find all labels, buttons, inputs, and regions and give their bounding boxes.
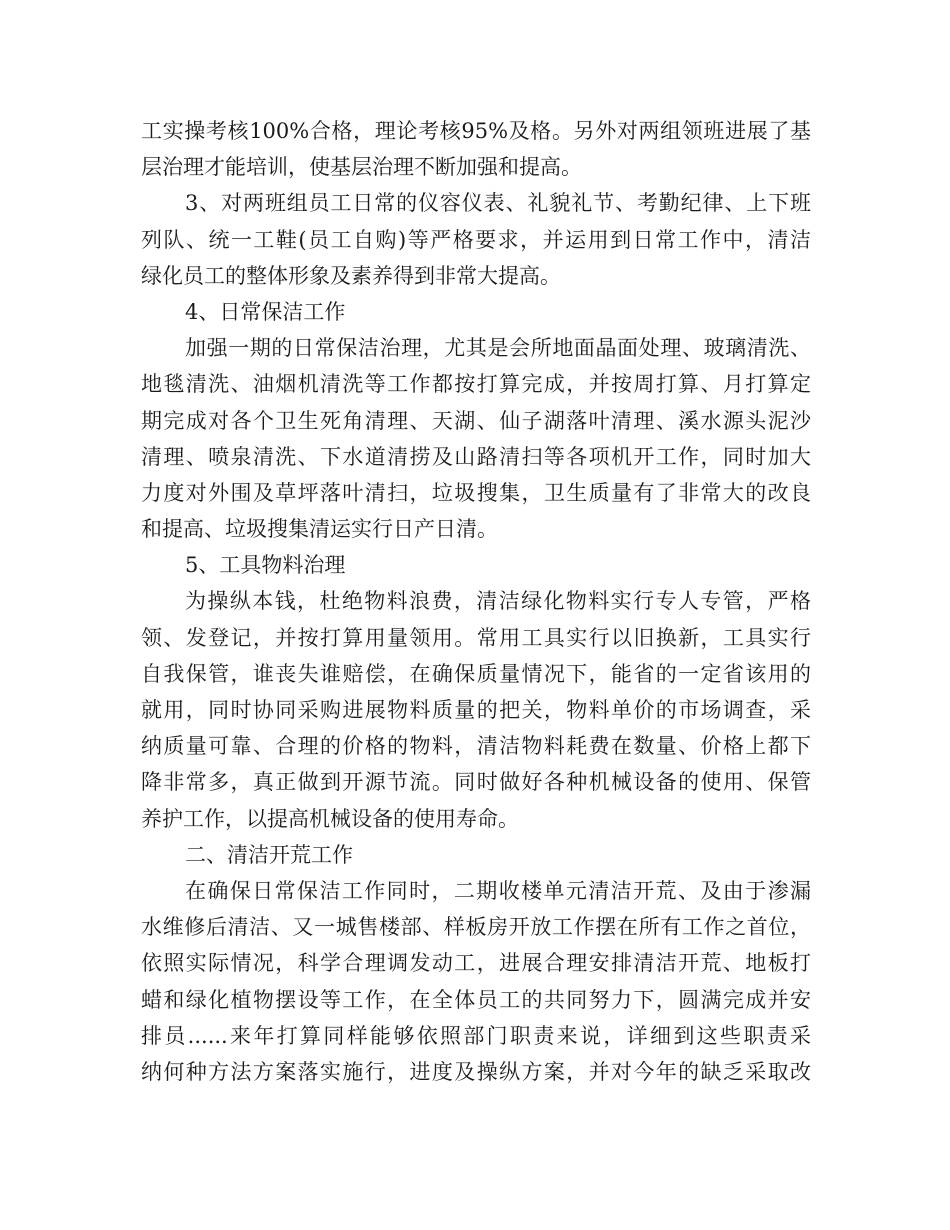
text-line: 水维修后清洁、又一城售楼部、样板房开放工作摆在所有工作之首位，	[141, 915, 811, 940]
text-line: 4、日常保洁工作	[185, 299, 346, 324]
text-line: 绿化员工的整体形象及素养得到非常大提高。	[141, 263, 561, 288]
text-line: 纳质量可靠、合理的价格的物料，清洁物料耗费在数量、价格上都下	[141, 734, 811, 759]
document-page	[141, 113, 811, 1090]
text-line: 领、发登记，并按打算用量领用。常用工具实行以旧换新，工具实行	[141, 625, 811, 650]
text-line: 依照实际情况，科学合理调发动工，进展合理安排清洁开荒、地板打	[141, 951, 811, 976]
text-line: 排员......来年打算同样能够依照部门职责来说，详细到这些职责采	[141, 1023, 811, 1048]
text-line: 在确保日常保洁工作同时，二期收楼单元清洁开荒、及由于渗漏	[185, 878, 811, 903]
text-line: 养护工作，以提高机械设备的使用寿命。	[141, 806, 519, 831]
text-line: 就用，同时协同采购进展物料质量的把关，物料单价的市场调查，采	[141, 698, 811, 722]
text-line: 纳何种方法方案落实施行，进度及操纵方案，并对今年的缺乏采取改	[141, 1059, 811, 1084]
text-line: 力度对外围及草坪落叶清扫，垃圾搜集，卫生质量有了非常大的改良	[141, 480, 811, 505]
text-line: 5、工具物料治理	[185, 553, 346, 578]
text-line: 期完成对各个卫生死角清理、天湖、仙子湖落叶清理、溪水源头泥沙	[141, 408, 811, 433]
text-line: 自我保管，谁丧失谁赔偿，在确保质量情况下，能省的一定省该用的	[141, 661, 811, 686]
text-line: 二、清洁开荒工作	[185, 842, 353, 867]
text-line: 地毯清洗、油烟机清洗等工作都按打算完成，并按周打算、月打算定	[141, 372, 811, 397]
text-line: 加强一期的日常保洁治理，尤其是会所地面晶面处理、玻璃清洗、	[185, 336, 811, 361]
text-line: 工实操考核100%合格，理论考核95%及格。另外对两组领班进展了基	[141, 119, 811, 143]
text-line: 和提高、垃圾搜集清运实行日产日清。	[141, 517, 498, 542]
text-line: 清理、喷泉清洗、下水道清捞及山路清扫等各项机开工作，同时加大	[141, 444, 811, 469]
text-line: 为操纵本钱，杜绝物料浪费，清洁绿化物料实行专人专管，严格	[185, 589, 811, 614]
text-line: 蜡和绿化植物摆设等工作，在全体员工的共同努力下，圆满完成并安	[141, 987, 811, 1012]
text-line: 降非常多，真正做到开源节流。同时做好各种机械设备的使用、保管	[141, 770, 811, 795]
text-line: 3、对两班组员工日常的仪容仪表、礼貌礼节、考勤纪律、上下班	[185, 191, 811, 216]
text-line: 层治理才能培训，使基层治理不断加强和提高。	[141, 155, 582, 180]
text-line: 列队、统一工鞋(员工自购)等严格要求，并运用到日常工作中，清洁	[141, 227, 811, 252]
